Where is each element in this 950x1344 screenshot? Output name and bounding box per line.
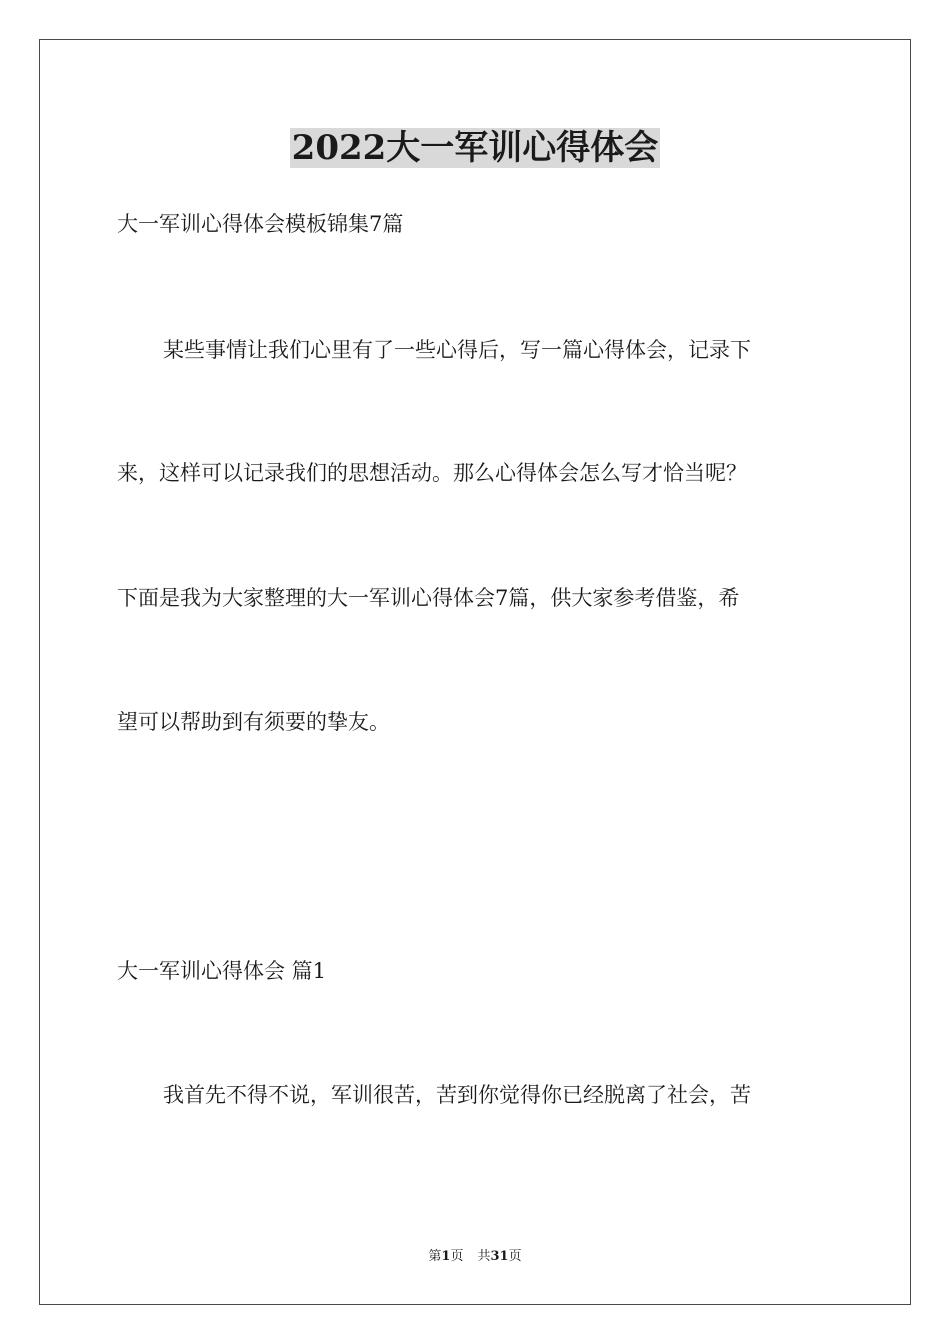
footer-total-prefix: 共 — [477, 1249, 491, 1264]
intro-line-4: 望可以帮助到有须要的挚友。 — [117, 710, 390, 734]
footer-total-suffix: 页 — [508, 1249, 522, 1264]
intro-line-2: 来，这样可以记录我们的思想活动。那么心得体会怎么写才恰当呢？ — [117, 461, 747, 485]
footer-total-pages: 31 — [490, 1249, 509, 1264]
section-heading: 大一军训心得体会 篇1 — [117, 959, 327, 983]
footer-page-number: 1 — [441, 1249, 451, 1264]
page-footer — [0, 1248, 950, 1266]
document-title — [0, 126, 950, 170]
footer-page-prefix: 第 — [428, 1249, 442, 1264]
intro-line-3: 下面是我为大家整理的大一军训心得体会7篇，供大家参考借鉴，希 — [117, 586, 740, 610]
footer-page-suffix: 页 — [450, 1249, 464, 1264]
document-subtitle: 大一军训心得体会模板锦集7篇 — [117, 212, 404, 236]
section-line-1: 我首先不得不说，军训很苦，苦到你觉得你已经脱离了社会，苦 — [163, 1083, 751, 1107]
document-title-text: 2022大一军训心得体会 — [291, 128, 659, 168]
intro-line-1: 某些事情让我们心里有了一些心得后，写一篇心得体会，记录下 — [163, 338, 751, 362]
